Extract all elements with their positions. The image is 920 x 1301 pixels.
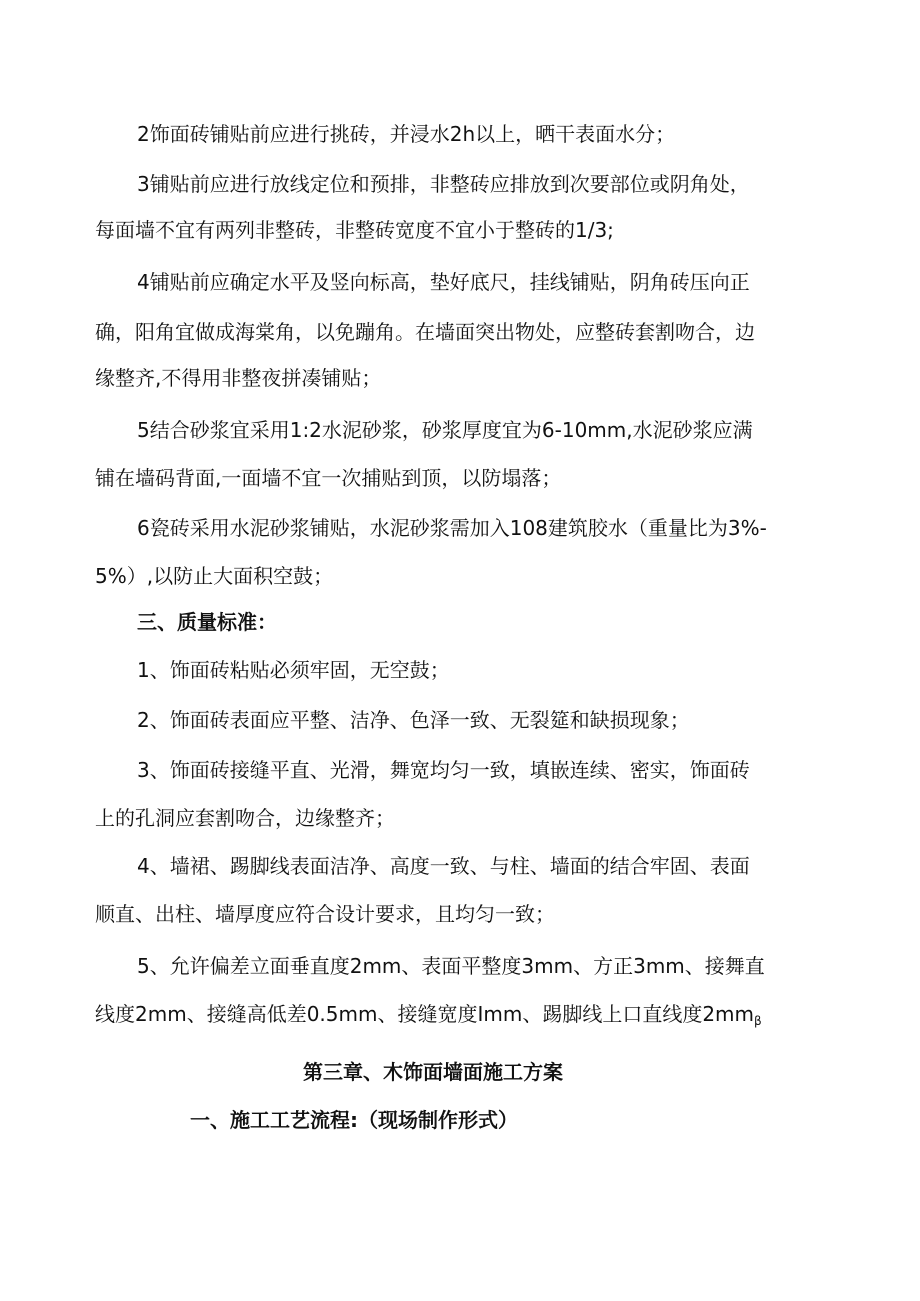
paragraph-3-line-3: 缘整齐,不得用非整夜拼凑铺贴； [95,366,382,390]
quality-item-5-line-2-text: 线度2mm、接缝高低差0.5mm、接缝宽度Imm、踢脚线上口直线度2mm [95,1002,755,1026]
quality-item-4-line-1: 4、墙裙、踢脚线表面洁净、高度一致、与柱、墙面的结合牢固、表面 [137,854,750,878]
quality-item-3-line-1: 3、饰面砖接缝平直、光滑，舞宽均匀一致，填嵌连续、密实，饰面砖 [137,758,750,782]
chapter-title: 第三章、木饰面墙面施工方案 [303,1060,563,1084]
paragraph-3-line-1: 4铺贴前应确定水平及竖向标高，垫好底尺，挂线铺贴，阴角砖压向正 [137,270,750,294]
quality-item-1-line-1: 1、饰面砖粘贴必须牢固，无空鼓； [137,658,450,682]
paragraph-4-line-2: 铺在墙码背面,一面墙不宜一次捕贴到顶，以防塌落； [95,466,562,490]
quality-item-5-line-1: 5、允许偏差立面垂直度2mm、表面平整度3mm、方正3mm、接舞直 [137,954,765,978]
paragraph-3-line-2: 确，阳角宜做成海棠角，以免蹦角。在墙面突出物处，应整砖套割吻合，边 [95,320,755,344]
paragraph-2-line-1: 3铺贴前应进行放线定位和预排，非整砖应排放到次要部位或阴角处， [137,172,750,196]
quality-item-4-line-2: 顺直、出柱、墙厚度应符合设计要求，且均匀一致； [95,902,555,926]
paragraph-1-line-1: 2饰面砖铺贴前应进行挑砖，并浸水2h以上，晒干表面水分； [137,122,676,146]
quality-item-5-line-2 [95,1000,762,1035]
quality-item-3-line-2: 上的孔洞应套割吻合，边缘整齐； [95,806,395,830]
trailing-mark: β [754,1014,762,1028]
paragraph-5-line-2: 5%）,以防止大面积空鼓； [95,564,334,588]
quality-item-2-line-1: 2、饰面砖表面应平整、洁净、色泽一致、无裂筵和缺损现象； [137,708,690,732]
process-heading: 一、施工工艺流程:（现场制作形式） [190,1108,518,1132]
paragraph-5-line-1: 6瓷砖采用水泥砂浆铺贴，水泥砂浆需加入108建筑胶水（重量比为3%- [137,516,767,540]
paragraph-4-line-1: 5结合砂浆宜采用1:2水泥砂浆，砂浆厚度宜为6-10mm,水泥砂浆应满 [137,418,753,442]
paragraph-2-line-2: 每面墙不宜有两列非整砖，非整砖宽度不宜小于整砖的1/3; [95,218,614,242]
section-heading: 三、质量标准： [137,610,277,634]
